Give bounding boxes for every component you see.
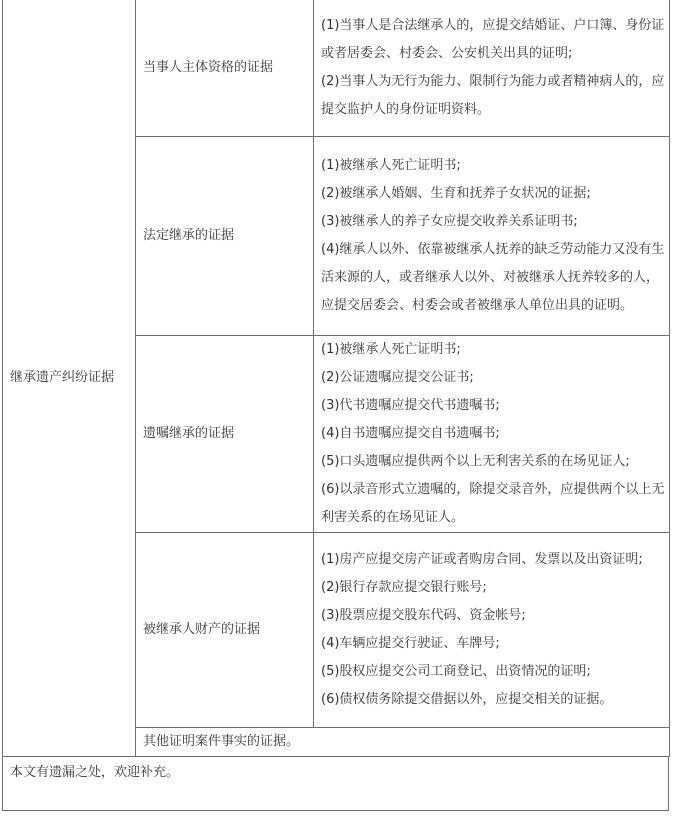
list-item: (2)当事人为无行为能力、限制行为能力或者精神病人的，应提交监护人的身份证明资料。 bbox=[321, 74, 665, 117]
row-label: 遗嘱继承的证据 bbox=[136, 336, 314, 533]
list-item: (1)房产应提交房产证或者购房合同、发票以及出资证明; bbox=[321, 552, 643, 567]
list-item: (5)股权应提交公司工商登记、出资情况的证明; bbox=[321, 664, 591, 679]
table-row bbox=[3, 0, 670, 137]
list-item: (6)以录音形式立遗嘱的，除提交录音外，应提供两个以上无利害关系的在场见证人。 bbox=[321, 482, 665, 525]
other-evidence-cell: 其他证明案件事实的证据。 bbox=[136, 728, 670, 757]
row-label: 当事人主体资格的证据 bbox=[136, 0, 314, 137]
category-cell: 继承遗产纠纷证据 bbox=[3, 0, 136, 757]
row-items bbox=[314, 137, 670, 336]
list-item: (2)银行存款应提交银行账号; bbox=[321, 580, 487, 595]
list-item: (1)当事人是合法继承人的，应提交结婚证、户口簿、身份证或者居委会、村委会、公安机关出具的证明; bbox=[321, 18, 665, 61]
row-items bbox=[314, 336, 670, 533]
list-item: (1)被继承人死亡证明书; bbox=[321, 158, 461, 173]
list-item: (3)代书遗嘱应提交代书遗嘱书; bbox=[321, 398, 500, 413]
row-label: 法定继承的证据 bbox=[136, 137, 314, 336]
list-item: (4)自书遗嘱应提交自书遗嘱书; bbox=[321, 426, 500, 441]
row-items bbox=[314, 0, 670, 137]
list-item: (4)继承人以外、依靠被继承人抚养的缺乏劳动能力又没有生活来源的人，或者继承人以外、对被继承人抚养较多的人，应提交居委会、村委会或者被继承人单位出具的证明。 bbox=[321, 242, 665, 313]
row-items bbox=[314, 533, 670, 728]
list-item: (2)被继承人婚姻、生育和抚养子女状况的证据; bbox=[321, 186, 591, 201]
list-item: (3)被继承人的养子女应提交收养关系证明书; bbox=[321, 214, 578, 229]
list-item: (2)公证遗嘱应提交公证书; bbox=[321, 370, 474, 385]
list-item: (1)被继承人死亡证明书; bbox=[321, 342, 461, 357]
list-item: (4)车辆应提交行驶证、车牌号; bbox=[321, 636, 500, 651]
list-item: (5)口头遗嘱应提供两个以上无利害关系的在场见证人; bbox=[321, 454, 630, 469]
row-label: 被继承人财产的证据 bbox=[136, 533, 314, 728]
list-item: (6)债权债务除提交借据以外，应提交相关的证据。 bbox=[321, 692, 613, 707]
evidence-table bbox=[2, 0, 670, 757]
list-item: (3)股票应提交股东代码、资金帐号; bbox=[321, 608, 526, 623]
note-text: 本文有遗漏之处，欢迎补充。 bbox=[10, 765, 180, 780]
footer-note bbox=[2, 756, 669, 811]
